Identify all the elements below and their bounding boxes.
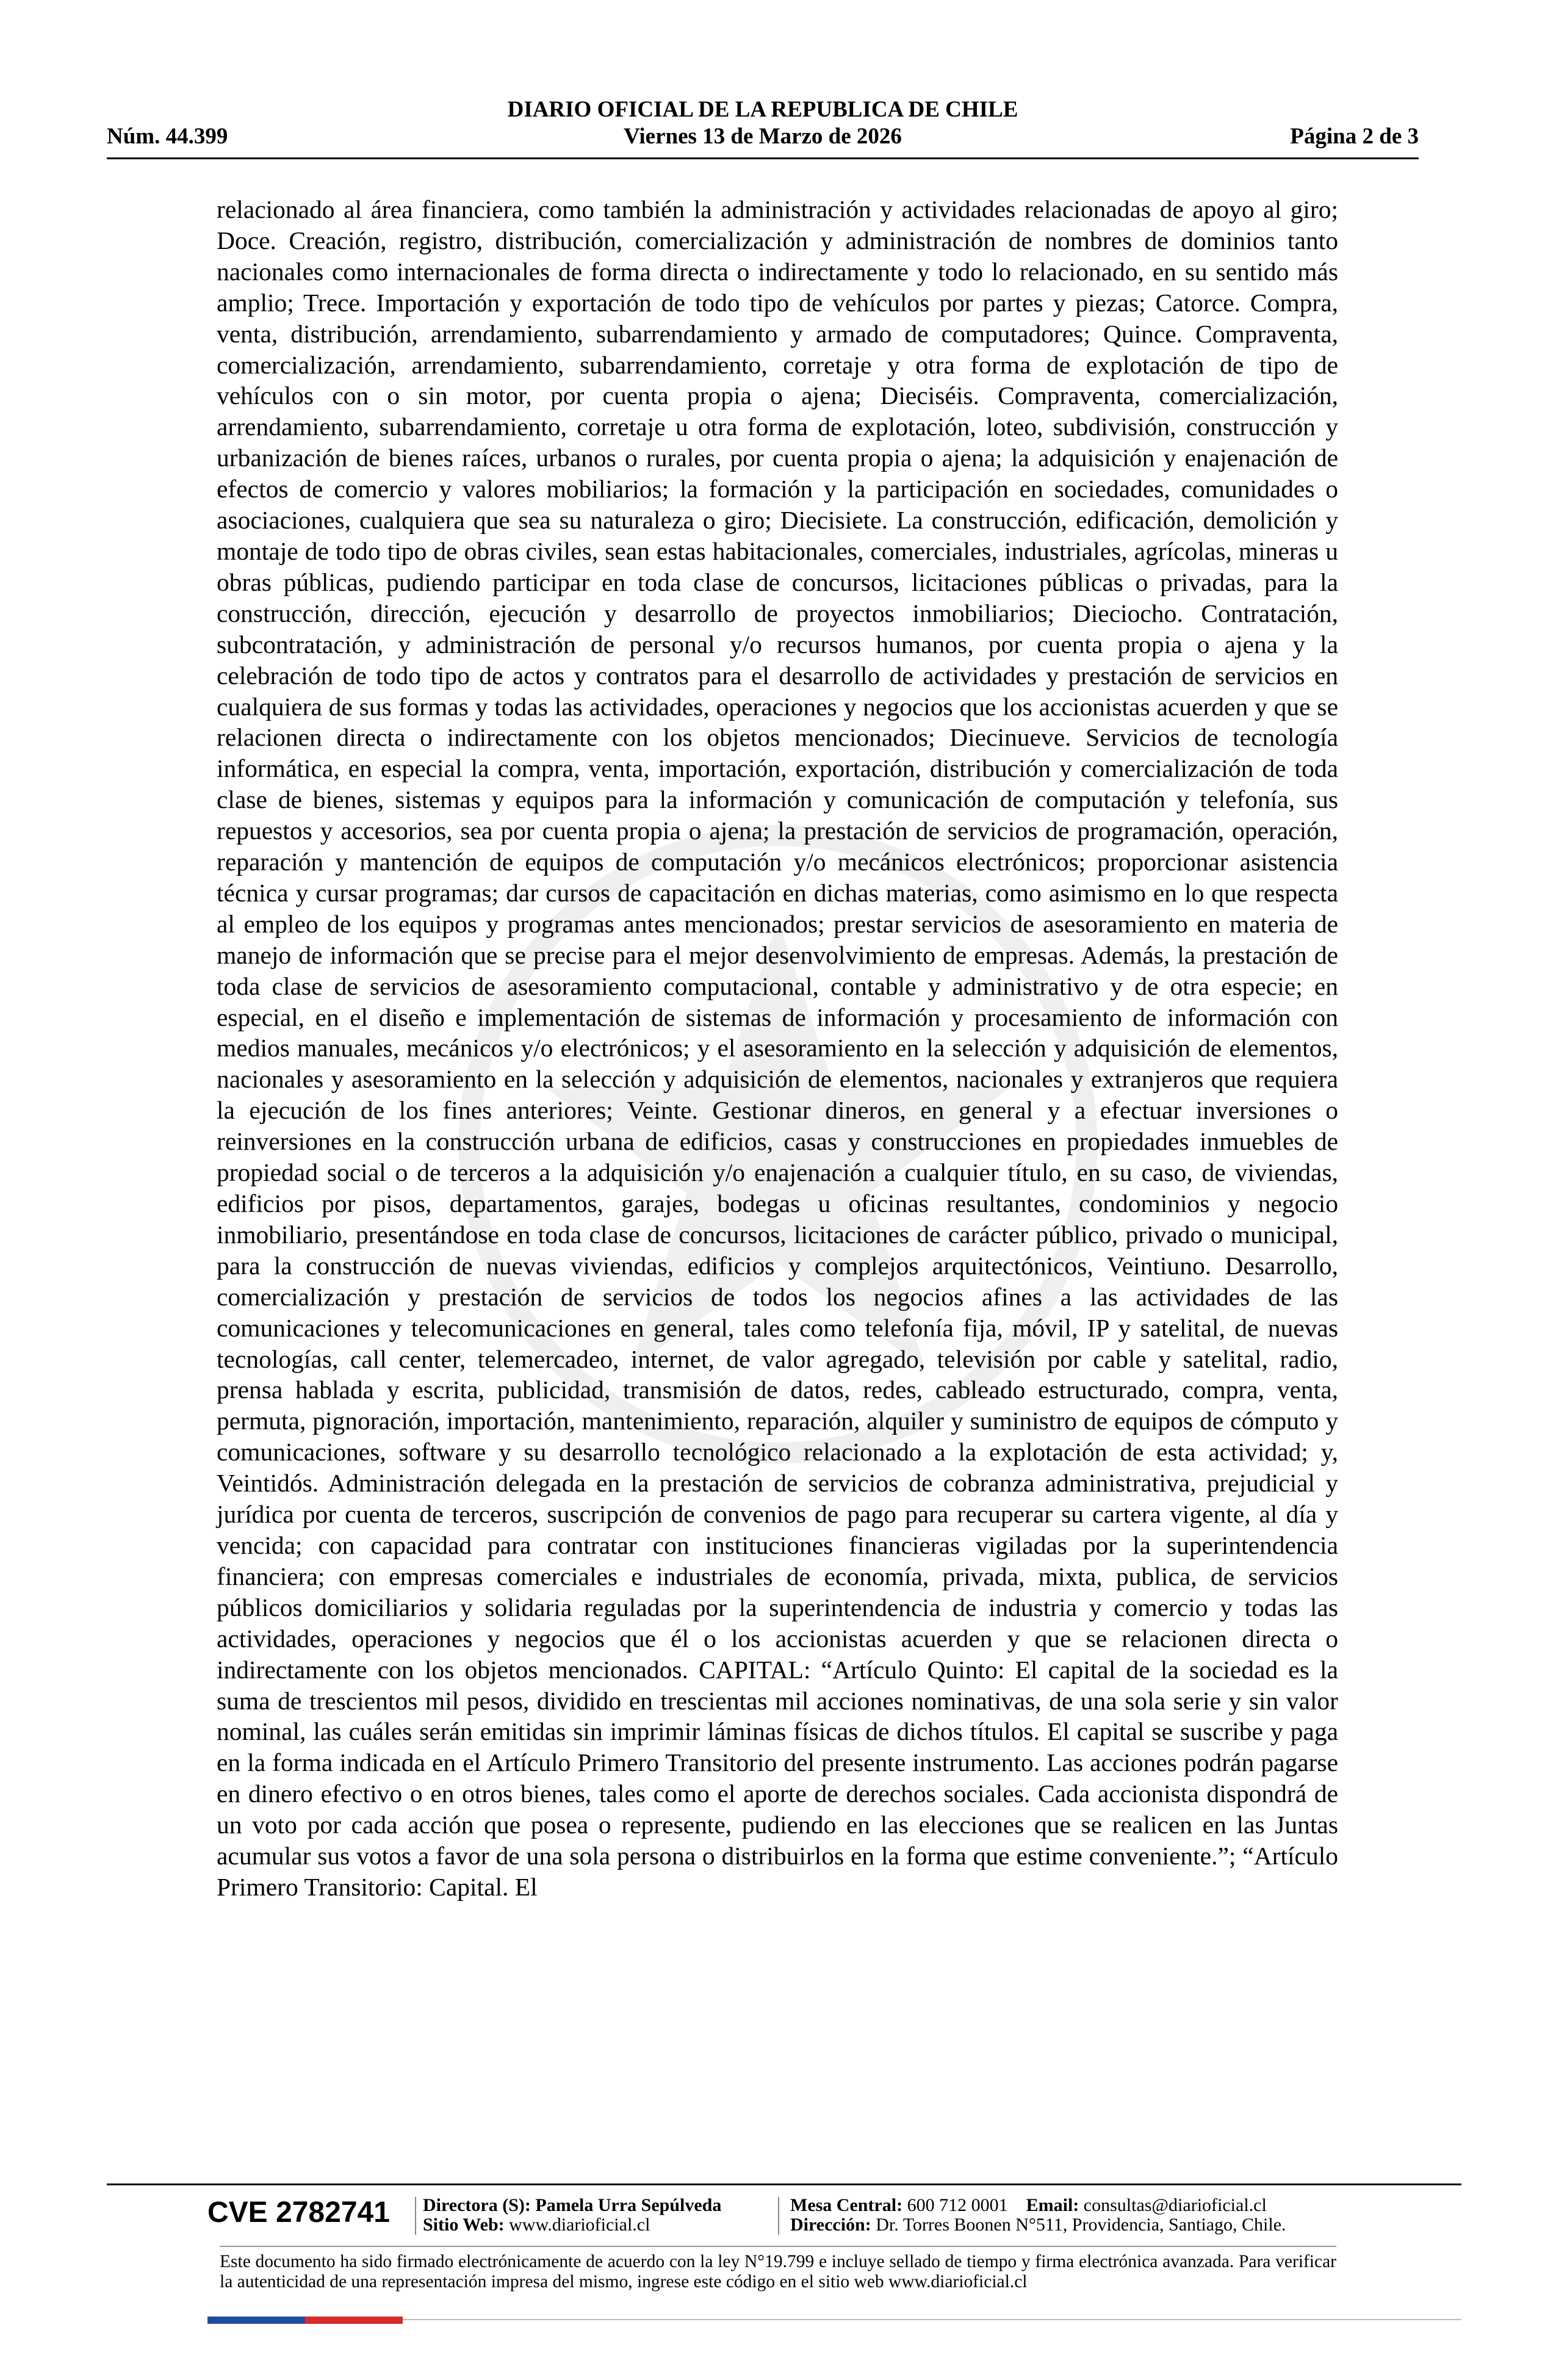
email-label: Email: <box>1026 2195 1079 2215</box>
issue-date: Viernes 13 de Marzo de 2026 <box>624 124 902 149</box>
legal-notice: Este documento ha sido firmado electrónicamente de acuerdo con la ley N°19.799 e incluye sellado de tiempo y firma electrónica avanzada. Para verificar la autenticidad de una representación impresa del mismo, ingrese este código en el sitio web www.diarioficial.cl <box>220 2252 1336 2292</box>
flag-stripe-red <box>305 2317 403 2324</box>
document-body: relacionado al área financiera, como también la administración y actividades relacionadas de apoyo al giro; Doce. Creación, registro, distribución, comercialización y administración de nombres de dominios tanto nacionales como internacionales de forma directa o indirectamente y todo lo relacionado, en su sentido más amplio; Trece. Importación y exportación de todo tipo de vehículos por partes y piezas; Catorce. Compra, venta, distribución, arrendamiento, subarrendamiento y armado de computadores; Quince. Compraventa, comercialización, arrendamiento, subarrendamiento, corretaje y otra forma de explotación de tipo de vehículos con o sin motor, por cuenta propia o ajena; Dieciséis. Compraventa, comercialización, arrendamiento, subarrendamiento, corretaje u otra forma de explotación, loteo, subdivisión, construcción y urbanización de bienes raíces, urbanos o rurales, por cuenta propia o ajena; la adquisición y enajenación de efectos de comercio y valores mobiliarios; la formación y la participación en sociedades, comunidades o asociaciones, cualquiera que sea su naturaleza o giro; Diecisiete. La construcción, edificación, demolición y montaje de todo tipo de obras civiles, sean estas habitacionales, comerciales, industriales, agrícolas, mineras u obras públicas, pudiendo participar en toda clase de concursos, licitaciones públicas o privadas, para la construcción, dirección, ejecución y desarrollo de proyectos inmobiliarios; Dieciocho. Contratación, subcontratación, y administración de personal y/o recursos humanos, por cuenta propia o ajena y la celebración de todo tipo de actos y contratos para el desarrollo de actividades y prestación de servicios en cualquiera de sus formas y todas las actividades, operaciones y negocios que los accionistas acuerden y que se relacionen directa o indirectamente con los objetos mencionados; Diecinueve. Servicios de tecnología informática, en especial la compra, venta, importación, exportación, distribución y comercialización de toda clase de bienes, sistemas y equipos para la información y comunicación de computación y telefonía, sus repuestos y accesorios, sea por cuenta propia o ajena; la prestación de servicios de programación, operación, reparación y mantención de equipos de computación y/o mecánicos electrónicos; proporcionar asistencia técnica y cursar programas; dar cursos de capacitación en dichas materias, como asimismo en lo que respecta al empleo de los equipos y programas antes mencionados; prestar servicios de asesoramiento en materia de manejo de información que se precise para el mejor desenvolvimiento de empresas. Además, la prestación de toda clase de servicios de asesoramiento computacional, contable y administrativo y de otra especie; en especial, en el diseño e implementación de sistemas de información y procesamiento de información con medios manuales, mecánicos y/o electrónicos; y el asesoramiento en la selección y adquisición de elementos, nacionales y asesoramiento en la selección y adquisición de elementos, nacionales y extranjeros que requiera la ejecución de los fines anteriores; Veinte. Gestionar dineros, en general y a efectuar inversiones o reinversiones en la construcción urbana de edificios, casas y construcciones en propiedades inmuebles de propiedad social o de terceros a la adquisición y/o enajenación a cualquier título, en su caso, de viviendas, edificios por pisos, departamentos, garajes, bodegas u oficinas resultantes, condominios y negocio inmobiliario, presentándose en toda clase de concursos, licitaciones de carácter público, privado o municipal, para la construcción de nuevas viviendas, edificios y complejos arquitectónicos, Veintiuno. Desarrollo, comercialización y prestación de servicios de todos los negocios afines a las actividades de las comunicaciones y telecomunicaciones en general, tales como telefonía fija, móvil, IP y satelital, de nuevas tecnologías, call center, telemercadeo, internet, de valor agregado, televisión por cable y satelital, radio, prensa hablada y escrita, publicidad, transmisión de datos, redes, cableado estructurado, compra, venta, permuta, pignoración, importación, mantenimiento, reparación, alquiler y suministro de equipos de cómputo y comunicaciones, software y su desarrollo tecnológico relacionado a la explotación de esta actividad; y, Veintidós. Administración delegada en la prestación de servicios de cobranza administrativa, prejudicial y jurídica por cuenta de terceros, suscripción de convenios de pago para recuperar su cartera vigente, al día y vencida; con capacidad para contratar con instituciones financieras vigiladas por la superintendencia financiera; con empresas comerciales e industriales de economía, privada, mixta, publica, de servicios públicos domiciliarios y solidaria reguladas por la superintendencia de industria y comercio y todas las actividades, operaciones y negocios que él o los accionistas acuerden y que se relacionen directa o indirectamente con los objetos mencionados. CAPITAL: “Artículo Quinto: El capital de la sociedad es la suma de trescientos mil pesos, dividido en trescientas mil acciones nominativas, de una sola serie y sin valor nominal, las cuáles serán emitidas sin imprimir láminas físicas de dichos títulos. El capital se suscribe y paga en la forma indicada en el Artículo Primero Transitorio del presente instrumento. Las acciones podrán pagarse en dinero efectivo o en otros bienes, tales como el aporte de derechos sociales. Cada accionista dispondrá de un voto por cada acción que posea o represente, pudiendo en las elecciones que se realicen en las Juntas acumular sus votos a favor de una sola persona o distribuirlos en la forma que estime conveniente.”; “Artículo Primero Transitorio: Capital. El <box>217 195 1338 1901</box>
director-label: Directora (S): <box>423 2195 531 2215</box>
address-label: Dirección: <box>790 2215 871 2235</box>
website-label: Sitio Web: <box>423 2215 505 2235</box>
email-link[interactable]: consultas@diarioficial.cl <box>1083 2195 1267 2215</box>
issue-number: Núm. 44.399 <box>107 124 228 149</box>
flag-stripe-blue <box>207 2317 305 2324</box>
header-divider <box>107 157 1419 159</box>
footer-separator <box>415 2197 416 2235</box>
footer-contact-right <box>790 2196 1286 2235</box>
page-indicator: Página 2 de 3 <box>1290 124 1419 149</box>
director-name: Pamela Urra Sepúlveda <box>535 2195 722 2215</box>
address-value: Dr. Torres Boonen N°511, Providencia, Santiago, Chile. <box>876 2215 1286 2235</box>
website-link[interactable]: www.diarioficial.cl <box>509 2215 650 2235</box>
footer-legal-divider <box>220 2246 1336 2247</box>
phone-number: 600 712 0001 <box>907 2195 1008 2215</box>
page-header <box>107 96 1419 157</box>
footer-contact-left <box>423 2196 721 2235</box>
footer-separator <box>778 2197 779 2235</box>
phone-label: Mesa Central: <box>790 2195 903 2215</box>
flag-stripe-line <box>403 2319 1461 2320</box>
cve-code: CVE 2782741 <box>207 2196 390 2229</box>
gazette-title: DIARIO OFICIAL DE LA REPUBLICA DE CHILE <box>507 97 1018 122</box>
footer-divider <box>107 2183 1461 2185</box>
